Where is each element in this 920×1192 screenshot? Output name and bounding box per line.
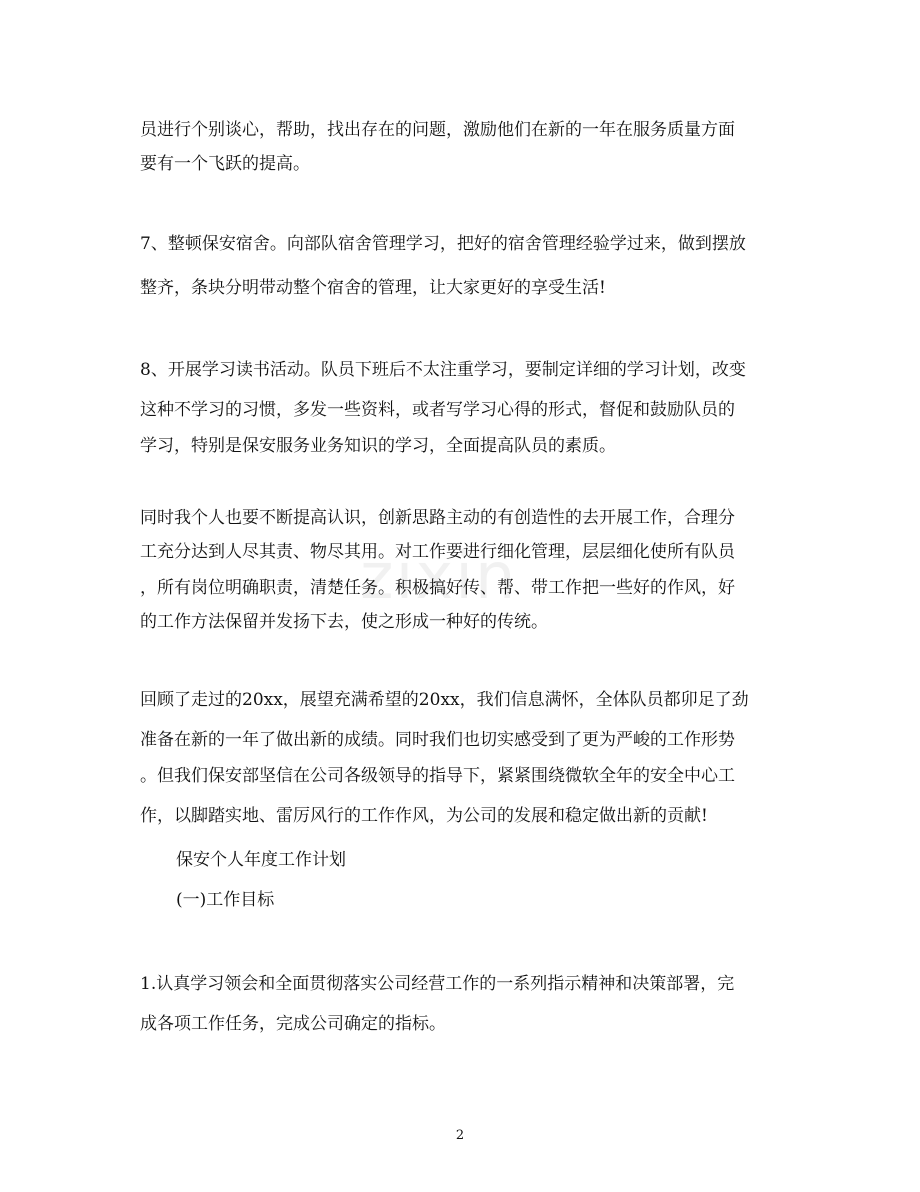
body-line: 同时我个人也要不断提高认识，创新思路主动的有创造性的去开展工作，合理分 — [140, 508, 735, 528]
body-line: 7、整顿保安宿舍。向部队宿舍管理学习，把好的宿舍管理经验学过来，做到摆放 — [140, 234, 746, 254]
section-title: 保安个人年度工作计划 — [176, 850, 346, 870]
body-line: ，所有岗位明确职责，清楚任务。积极搞好传、帮、带工作把一些好的作风，好 — [140, 578, 735, 598]
body-line: 回顾了走过的20xx，展望充满希望的20xx，我们信息满怀，全体队员都卯足了劲 — [140, 690, 749, 710]
body-line: 1.认真学习领会和全面贯彻落实公司经营工作的一系列指示精神和决策部署，完 — [140, 974, 735, 994]
body-line: 8、开展学习读书活动。队员下班后不太注重学习，要制定详细的学习计划，改变 — [140, 360, 746, 380]
watermark: zixin — [360, 540, 518, 614]
body-line: 学习，特别是保安服务业务知识的学习，全面提高队员的素质。 — [140, 436, 616, 456]
subsection-heading: (一)工作目标 — [176, 890, 275, 910]
body-line: 的工作方法保留并发扬下去，使之形成一种好的传统。 — [140, 612, 548, 632]
body-line: 这种不学习的习惯，多发一些资料，或者写学习心得的形式，督促和鼓励队员的 — [140, 400, 735, 420]
body-line: 整齐，条块分明带动整个宿舍的管理，让大家更好的享受生活! — [140, 278, 606, 298]
body-line: 成各项工作任务，完成公司确定的指标。 — [140, 1014, 446, 1034]
body-line: 工充分达到人尽其责、物尽其用。对工作要进行细化管理，层层细化使所有队员 — [140, 542, 735, 562]
body-line: 作，以脚踏实地、雷厉风行的工作作风，为公司的发展和稳定做出新的贡献! — [140, 806, 708, 826]
body-line: 员进行个别谈心，帮助，找出存在的问题，激励他们在新的一年在服务质量方面 — [140, 120, 735, 140]
body-line: 。但我们保安部坚信在公司各级领导的指导下，紧紧围绕微软全年的安全中心工 — [140, 766, 735, 786]
body-line: 准备在新的一年了做出新的成绩。同时我们也切实感受到了更为严峻的工作形势 — [140, 730, 735, 750]
body-line: 要有一个飞跃的提高。 — [140, 154, 310, 174]
page-number: 2 — [455, 1128, 465, 1143]
